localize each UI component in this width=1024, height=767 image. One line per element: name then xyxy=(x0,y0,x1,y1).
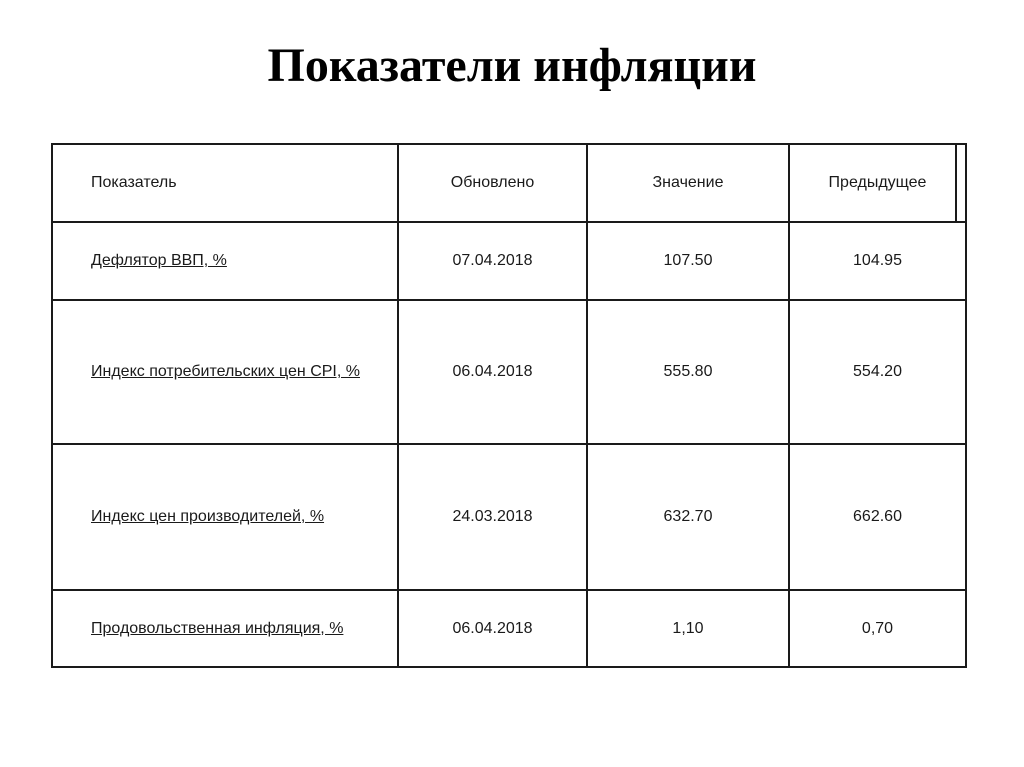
header-indicator: Показатель xyxy=(52,144,398,222)
indicator-link-cpi[interactable]: Индекс потребительских цен CPI, % xyxy=(91,363,360,380)
inflation-indicators-table xyxy=(51,143,967,668)
table-row xyxy=(52,300,966,444)
table-row xyxy=(52,222,966,300)
updated-cell: 06.04.2018 xyxy=(398,590,587,667)
indicator-cell xyxy=(52,590,398,667)
indicator-cell xyxy=(52,300,398,444)
updated-cell: 24.03.2018 xyxy=(398,444,587,590)
inflation-table-container xyxy=(51,143,967,668)
indicator-link-ppi[interactable]: Индекс цен производителей, % xyxy=(91,508,325,525)
value-cell: 107.50 xyxy=(587,222,789,300)
previous-cell: 104.95 xyxy=(789,222,966,300)
previous-cell: 662.60 xyxy=(789,444,966,590)
value-cell: 1,10 xyxy=(587,590,789,667)
value-cell: 632.70 xyxy=(587,444,789,590)
updated-cell: 07.04.2018 xyxy=(398,222,587,300)
indicator-cell xyxy=(52,222,398,300)
table-row xyxy=(52,590,966,667)
header-updated: Обновлено xyxy=(398,144,587,222)
slide-title: Показатели инфляции xyxy=(267,39,757,92)
header-value: Значение xyxy=(587,144,789,222)
previous-cell: 0,70 xyxy=(789,590,966,667)
table-row xyxy=(52,444,966,590)
previous-cell: 554.20 xyxy=(789,300,966,444)
indicator-cell xyxy=(52,444,398,590)
table-header-row xyxy=(52,144,966,222)
updated-cell: 06.04.2018 xyxy=(398,300,587,444)
indicator-link-food-inflation[interactable]: Продовольственная инфляция, % xyxy=(91,619,344,637)
header-previous-label: Предыдущее xyxy=(828,174,927,191)
header-previous xyxy=(789,144,966,222)
indicator-link-gdp-deflator[interactable]: Дефлятор ВВП, % xyxy=(91,252,227,269)
value-cell: 555.80 xyxy=(587,300,789,444)
header-inner-divider xyxy=(955,145,957,221)
